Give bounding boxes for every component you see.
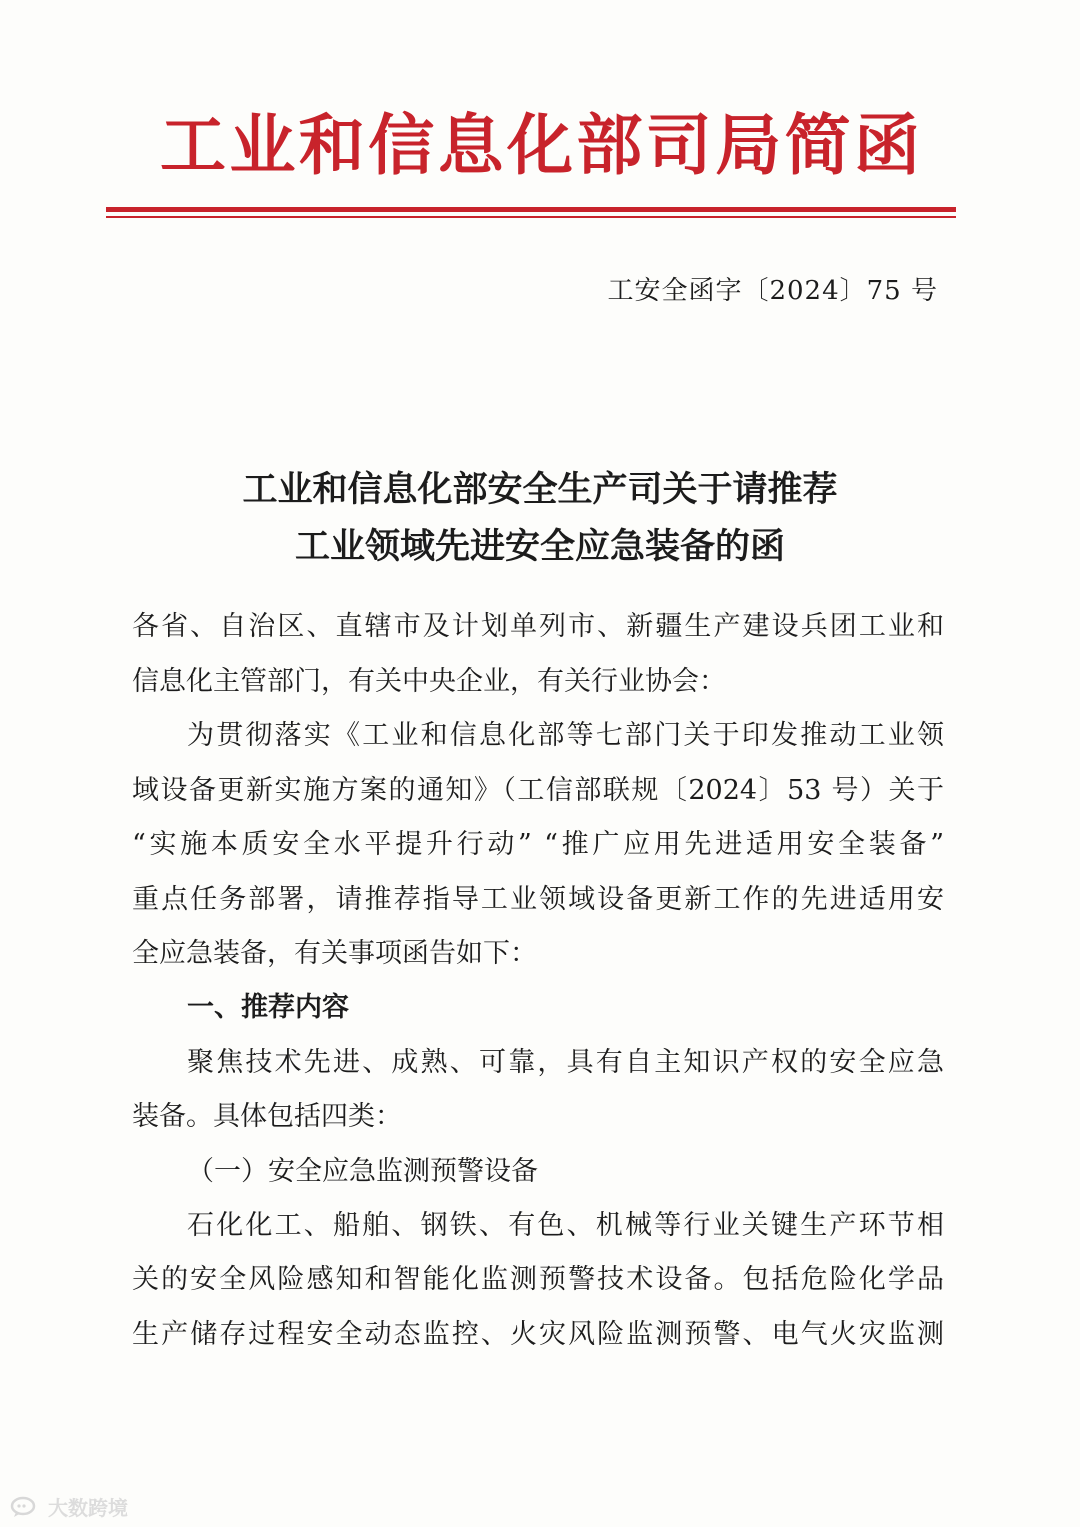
paragraph-line: 重点任务部署，请推荐指导工业领域设备更新工作的先进适用安: [132, 884, 944, 915]
paragraph-line: 为贯彻落实《工业和信息化部等七部门关于印发推动工业领: [187, 720, 944, 751]
chat-bubble-icon: [10, 1496, 40, 1518]
watermark: [10, 1492, 128, 1521]
addressee-line: 各省、自治区、直辖市及计划单列市、新疆生产建设兵团工业和: [132, 611, 944, 642]
watermark-text: 大数跨境: [48, 1496, 128, 1520]
section-heading: 一、推荐内容: [187, 992, 349, 1023]
paragraph-line: 聚焦技术先进、成熟、可靠，具有自主知识产权的安全应急: [187, 1047, 944, 1078]
paragraph-line: 石化化工、船舶、钢铁、有色、机械等行业关键生产环节相: [187, 1210, 944, 1241]
letterhead-title: [100, 96, 980, 186]
letterhead-rule-thick: [106, 207, 956, 212]
document-title-line-1: 工业和信息化部安全生产司关于请推荐: [242, 470, 838, 510]
paragraph-line: 关的安全风险感知和智能化监测预警技术设备。包括危险化学品: [132, 1264, 944, 1295]
document-title-line-2: 工业领域先进安全应急装备的函: [294, 527, 785, 567]
paragraph-line: 域设备更新实施方案的通知》（工信部联规〔2024〕53 号）关于: [132, 775, 944, 806]
paragraph-line: “实施本质安全水平提升行动” “推广应用先进适用安全装备”: [132, 829, 944, 860]
document-number: 工安全函字〔2024〕75 号: [607, 276, 938, 306]
letterhead-rule-thin: [106, 216, 956, 218]
paragraph-line: 装备。具体包括四类：: [132, 1101, 402, 1132]
subsection-heading: （一）安全应急监测预警设备: [187, 1156, 538, 1187]
addressee-line: 信息化主管部门，有关中央企业，有关行业协会：: [132, 666, 726, 697]
letterhead-title-text: 工业和信息化部司局简函: [160, 106, 920, 184]
paragraph-line: 全应急装备，有关事项函告如下：: [132, 938, 537, 969]
paragraph-line: 生产储存过程安全动态监控、火灾风险监测预警、电气火灾监测: [132, 1319, 944, 1350]
